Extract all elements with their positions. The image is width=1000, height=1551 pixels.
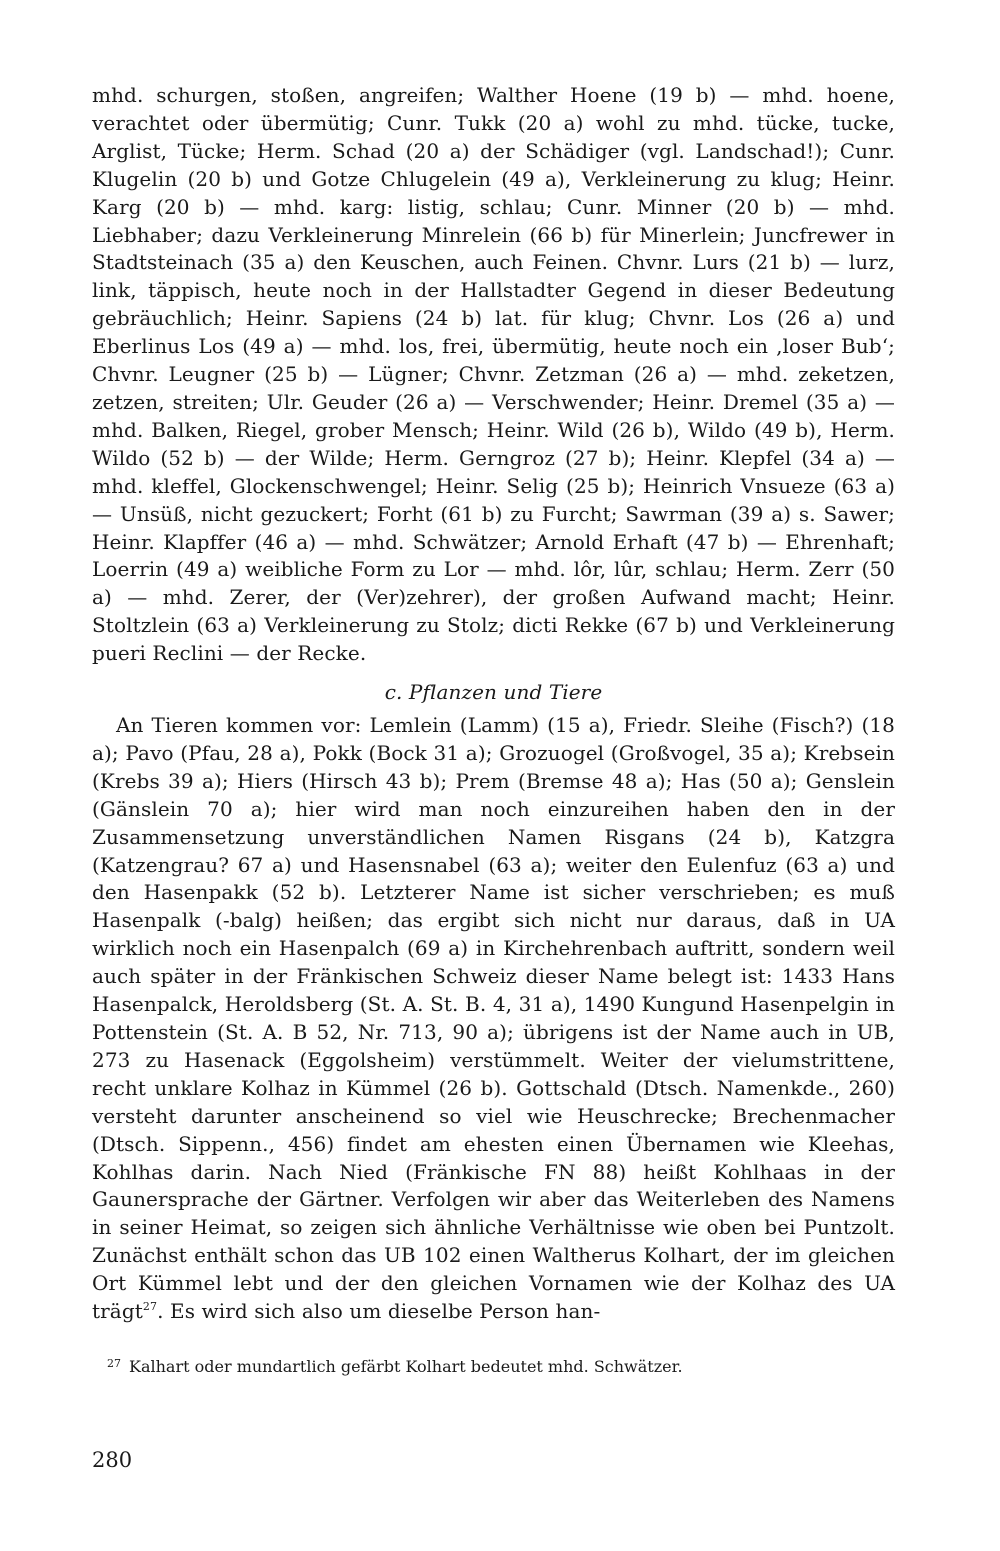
paragraph-2-end: . Es wird sich also um dieselbe Person han- (157, 1299, 601, 1324)
paragraph-2 (92, 712, 895, 1326)
page-body (92, 82, 895, 1326)
paragraph-2-text: An Tieren kommen vor: Lemlein (Lamm) (15 a), Friedr. Sleihe (Fisch?) (18 a); Pavo (Pfau, 28 a), Pokk (Bock 31 a); Grozuogel (Großvogel, 35 a); Krebsein (Krebs 39 a); Hiers (Hirsch 43 b); Prem (Bremse 48 a); Has (50 a); Genslein (Gänslein 70 a); hier wird man noch einzureihen haben den in der Zusammensetzung unverständlichen Namen Risgans (24 b), Katzgra (Katzengrau? 67 a) und Hasensnabel (63 a); weiter den Eulenfuz (63 a) und den Hasenpakk (52 b). Letzterer Name ist sicher verschrieben; es muß Hasenpalk (-balg) heißen; das ergibt sich nicht nur daraus, daß in UA wirklich noch ein Hasenpalch (69 a) in Kirchehrenbach auftritt, sondern weil auch später in der Fränkischen Schweiz dieser Name belegt ist: 1433 Hans Hasenpalck, Heroldsberg (St. A. St. B. 4, 31 a), 1490 Kungund Hasenpelgin in Pottenstein (St. A. B 52, Nr. 713, 90 a); übrigens ist der Name auch in UB, 273 zu Hasenack (Eggolsheim) verstümmelt. Weiter der vielumstrittene, recht unklare Kolhaz in Kümmel (26 b). Gottschald (Dtsch. Namenkde., 260) versteht darunter anscheinend so viel wie Heuschrecke; Brechenmacher (Dtsch. Sippenn., 456) findet am ehesten einen Übernamen wie Kleehas, Kohlhas darin. Nach Nied (Fränkische FN 88) heißt Kohlhaas in der Gaunersprache der Gärtner. Verfolgen wir aber das Weiterleben des Namens in seiner Heimat, so zeigen sich ähnliche Verhältnisse wie oben bei Puntzolt. Zunächst enthält schon das UB 102 einen Waltherus Kolhart, der im gleichen Ort Kümmel lebt und der den gleichen Vornamen wie der Kolhaz des UA trägt (92, 713, 895, 1324)
footnote-number: 27 (107, 1357, 121, 1370)
footnote-text: Kalhart oder mundartlich gefärbt Kolhart bedeutet mhd. Schwätzer. (129, 1357, 683, 1376)
section-heading: c. Pflanzen und Tiere (384, 680, 603, 705)
paragraph-1: mhd. schurgen, stoßen, angreifen; Walther Hoene (19 b) — mhd. hoene, verachtet oder übermütig; Cunr. Tukk (20 a) wohl zu mhd. tücke, tucke, Arglist, Tücke; Herm. Schad (20 a) der Schädiger (vgl. Landschad!); Cunr. Klugelin (20 b) und Gotze Chlugelein (49 a), Verkleinerung zu klug; Heinr. Karg (20 b) — mhd. karg: listig, schlau; Cunr. Minner (20 b) — mhd. Liebhaber; dazu Verkleinerung Minrelein (66 b) für Minerlein; Juncfrewer in Stadtsteinach (35 a) den Keuschen, auch Feinen. Chvnr. Lurs (21 b) — lurz, link, täppisch, heute noch in der Hallstadter Gegend in dieser Bedeutung gebräuchlich; Heinr. Sapiens (24 b) lat. für klug; Chvnr. Los (26 a) und Eberlinus Los (49 a) — mhd. los, frei, übermütig, heute noch ein ‚loser Bub‘; Chvnr. Leugner (25 b) — Lügner; Chvnr. Zetzman (26 a) — mhd. zeketzen, zetzen, streiten; Ulr. Geuder (26 a) — Verschwender; Heinr. Dremel (35 a) — mhd. Balken, Riegel, grober Mensch; Heinr. Wild (26 b), Wildo (49 b), Herm. Wildo (52 b) — der Wilde; Herm. Gerngroz (27 b); Heinr. Klepfel (34 a) — mhd. kleffel, Glockenschwengel; Heinr. Selig (25 b); Heinrich Vnsueze (63 a) — Unsüß, nicht gezuckert; Forht (61 b) zu Furcht; Sawrman (39 a) s. Sawer; Heinr. Klapffer (46 a) — mhd. Schwätzer; Arnold Erhaft (47 b) — Ehrenhaft; Loerrin (49 a) weibliche Form zu Lor — mhd. lôr, lûr, schlau; Herm. Zerr (50 a) — mhd. Zerer, der (Ver)zehrer), der großen Aufwand macht; Heinr. Stoltzlein (63 a) Verkleinerung zu Stolz; dicti Rekke (67 b) und Verkleinerung pueri Reclini — der Recke. (92, 83, 895, 666)
footnote-reference: 27 (142, 1300, 158, 1314)
page-number: 280 (92, 1448, 133, 1472)
footnote (107, 1353, 867, 1378)
